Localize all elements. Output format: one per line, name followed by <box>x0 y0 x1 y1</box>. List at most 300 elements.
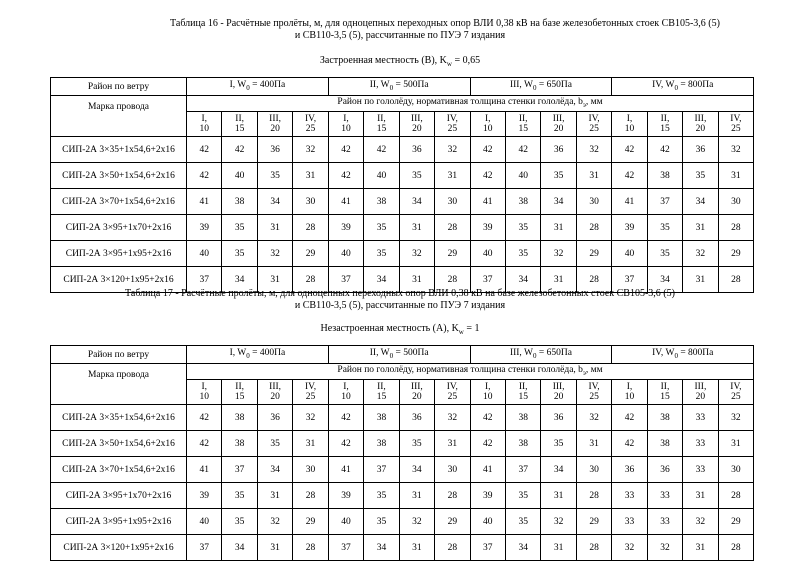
wind-region-sub: 0 <box>246 351 250 360</box>
ice-col-thickness: 15 <box>518 124 528 134</box>
span-value: 31 <box>435 163 470 189</box>
ice-col-region: II, <box>518 114 528 124</box>
span-value: 35 <box>647 241 682 267</box>
span-value: 35 <box>222 509 257 535</box>
ice-col-region: II, <box>377 114 386 124</box>
span-value: 28 <box>718 535 753 561</box>
span-value: 36 <box>257 405 292 431</box>
span-value: 35 <box>399 163 434 189</box>
span-value: 30 <box>718 457 753 483</box>
ice-col-region: II, <box>235 382 244 392</box>
ice-col-thickness: 20 <box>553 124 564 134</box>
ice-col-thickness: 20 <box>270 392 280 402</box>
ice-col-thickness: 15 <box>234 392 245 402</box>
span-value: 29 <box>576 241 611 267</box>
ice-label-prefix: Район по гололёду, нормативная толщина стенки гололёда, b <box>337 97 583 108</box>
span-value: 32 <box>399 241 434 267</box>
span-value: 33 <box>647 483 682 509</box>
header-row-wind <box>51 346 754 364</box>
span-value: 32 <box>612 535 647 561</box>
ice-col-header <box>257 112 292 137</box>
span-value: 37 <box>470 535 505 561</box>
span-value: 28 <box>293 215 328 241</box>
table-row <box>51 457 754 483</box>
span-value: 36 <box>683 137 718 163</box>
ice-col-thickness: 25 <box>447 124 458 134</box>
wire-brand: СИП-2А 3×95+1х95+2х16 <box>51 509 187 535</box>
ice-col-thickness: 10 <box>624 124 635 134</box>
span-value: 38 <box>364 189 399 215</box>
ice-col-thickness: 25 <box>305 124 316 134</box>
ice-col-header <box>576 112 611 137</box>
wire-brand-label: Марка провода <box>51 364 187 405</box>
ice-col-header <box>187 380 222 405</box>
ice-col-thickness: 10 <box>199 392 209 402</box>
span-value: 31 <box>683 535 718 561</box>
ice-col-thickness: 25 <box>731 392 741 402</box>
span-value: 31 <box>435 431 470 457</box>
span-value: 42 <box>187 431 222 457</box>
span-value: 30 <box>718 189 753 215</box>
wire-brand: СИП-2А 3×120+1х95+2х16 <box>51 267 187 293</box>
span-value: 35 <box>222 241 257 267</box>
span-value: 28 <box>576 535 611 561</box>
span-value: 31 <box>718 431 753 457</box>
span-value: 37 <box>505 457 540 483</box>
span-value: 38 <box>647 431 682 457</box>
span-value: 37 <box>187 535 222 561</box>
ice-col-header <box>399 112 434 137</box>
span-value: 32 <box>293 137 328 163</box>
ice-col-region: III, <box>269 114 282 124</box>
wind-region-sub: 0 <box>389 351 394 360</box>
table-row <box>51 163 754 189</box>
ice-col-header <box>470 380 505 405</box>
span-value: 31 <box>399 267 434 293</box>
table16-terrain <box>0 55 800 70</box>
span-value: 42 <box>470 431 505 457</box>
table16-caption <box>0 18 800 42</box>
wind-region-prefix: I, W <box>229 80 247 91</box>
span-value: 40 <box>222 163 257 189</box>
span-value: 30 <box>435 457 470 483</box>
ice-col-thickness: 25 <box>589 392 599 402</box>
ice-col-region: II, <box>377 382 386 392</box>
table-row <box>51 241 754 267</box>
span-value: 42 <box>328 137 363 163</box>
span-value: 30 <box>293 457 328 483</box>
span-value: 28 <box>576 267 611 293</box>
ice-col-header <box>718 112 753 137</box>
span-value: 30 <box>293 189 328 215</box>
span-value: 37 <box>187 267 222 293</box>
wind-region-prefix: II, W <box>369 80 390 91</box>
ice-col-header <box>505 380 540 405</box>
ice-col-header <box>683 112 718 137</box>
wind-region-label: Район по ветру <box>51 78 187 96</box>
wind-region-header <box>328 346 470 364</box>
ice-col-region: III, <box>694 114 707 124</box>
span-value: 29 <box>293 241 328 267</box>
table17-terrain-sub: w <box>458 328 464 336</box>
ice-label-prefix: Район по гололёду, нормативная толщина стенки гололёда, b <box>337 365 583 376</box>
span-value: 34 <box>364 267 399 293</box>
header-row-ice <box>51 96 754 112</box>
ice-col-region: IV, <box>730 382 742 392</box>
wind-region-sub: 0 <box>532 351 537 360</box>
ice-col-thickness: 10 <box>483 124 493 134</box>
span-value: 31 <box>541 267 576 293</box>
span-value: 40 <box>328 241 363 267</box>
ice-col-thickness: 15 <box>376 392 387 402</box>
table-row <box>51 405 754 431</box>
wind-region-suffix: = 650Па <box>536 348 572 359</box>
table-row <box>51 189 754 215</box>
ice-col-header <box>364 112 399 137</box>
table17-terrain-value: = 1 <box>463 323 480 334</box>
wire-brand: СИП-2А 3×95+1х70+2х16 <box>51 215 187 241</box>
span-value: 40 <box>187 509 222 535</box>
span-value: 35 <box>257 163 292 189</box>
ice-col-header <box>257 380 292 405</box>
ice-col-region: I, <box>201 114 207 124</box>
span-value: 37 <box>328 267 363 293</box>
ice-col-header <box>222 380 257 405</box>
span-value: 41 <box>470 457 505 483</box>
span-value: 40 <box>187 241 222 267</box>
wind-region-sub: 0 <box>389 83 394 92</box>
ice-col-region: IV, <box>304 382 317 392</box>
ice-col-region: III, <box>410 114 423 124</box>
ice-col-region: I, <box>201 382 207 392</box>
span-value: 31 <box>257 483 292 509</box>
span-value: 33 <box>683 457 718 483</box>
span-value: 41 <box>470 189 505 215</box>
span-value: 38 <box>222 405 257 431</box>
span-value: 39 <box>328 483 363 509</box>
span-value: 38 <box>364 405 399 431</box>
span-value: 34 <box>222 267 257 293</box>
span-value: 42 <box>470 163 505 189</box>
span-value: 35 <box>364 483 399 509</box>
ice-col-header <box>505 112 540 137</box>
span-value: 31 <box>257 535 292 561</box>
wind-region-prefix: III, W <box>509 348 533 359</box>
ice-col-region: III, <box>552 114 565 124</box>
ice-col-thickness: 20 <box>412 392 422 402</box>
table16-terrain-text: Застроенная местность (В), K <box>319 55 447 66</box>
ice-region-header <box>187 96 754 112</box>
span-value: 28 <box>718 267 753 293</box>
span-value: 35 <box>683 163 718 189</box>
span-value: 39 <box>470 483 505 509</box>
ice-col-thickness: 10 <box>624 392 635 402</box>
span-value: 41 <box>328 457 363 483</box>
wire-brand: СИП-2А 3×35+1х54,6+2х16 <box>51 405 187 431</box>
ice-col-region: III, <box>694 382 707 392</box>
wind-region-sub: 0 <box>532 83 537 92</box>
span-value: 34 <box>541 457 576 483</box>
span-value: 38 <box>222 189 257 215</box>
span-value: 28 <box>718 483 753 509</box>
ice-col-region: III, <box>410 382 423 392</box>
ice-col-header <box>364 380 399 405</box>
table-row <box>51 137 754 163</box>
table-row <box>51 483 754 509</box>
wire-brand-label: Марка провода <box>51 96 187 137</box>
span-value: 40 <box>612 241 647 267</box>
span-value: 35 <box>505 241 540 267</box>
span-value: 30 <box>576 457 611 483</box>
span-value: 31 <box>293 163 328 189</box>
ice-col-header <box>541 380 576 405</box>
ice-col-header <box>293 112 328 137</box>
ice-col-region: I, <box>343 114 349 124</box>
span-value: 28 <box>718 215 753 241</box>
span-value: 32 <box>718 137 753 163</box>
wind-region-header <box>612 78 754 96</box>
ice-col-region: I, <box>484 114 491 124</box>
span-value: 35 <box>222 483 257 509</box>
span-value: 31 <box>683 215 718 241</box>
span-value: 33 <box>612 509 647 535</box>
span-value: 39 <box>187 483 222 509</box>
span-value: 38 <box>505 431 540 457</box>
span-value: 34 <box>364 535 399 561</box>
ice-col-thickness: 15 <box>376 124 387 134</box>
wire-brand: СИП-2А 3×70+1х54,6+2х16 <box>51 189 187 215</box>
span-value: 42 <box>470 405 505 431</box>
ice-col-thickness: 15 <box>234 124 245 134</box>
ice-col-region: III, <box>552 382 565 392</box>
wind-region-suffix: = 400Па <box>249 348 286 359</box>
span-value: 38 <box>647 405 682 431</box>
ice-label-suffix: , мм <box>585 365 603 376</box>
span-value: 30 <box>435 189 470 215</box>
table17-caption <box>0 288 800 312</box>
wind-region-header <box>187 78 329 96</box>
span-value: 35 <box>647 215 682 241</box>
span-value: 38 <box>505 189 540 215</box>
wind-region-header <box>470 346 612 364</box>
ice-col-header <box>293 380 328 405</box>
wind-region-sub: 0 <box>246 83 250 92</box>
span-value: 32 <box>541 241 576 267</box>
wire-brand: СИП-2А 3×95+1х95+2х16 <box>51 241 187 267</box>
ice-col-region: I, <box>626 382 633 392</box>
span-value: 40 <box>364 163 399 189</box>
wind-region-sub: 0 <box>674 83 678 92</box>
span-value: 42 <box>505 137 540 163</box>
span-value: 36 <box>541 405 576 431</box>
wind-region-suffix: = 800Па <box>677 80 714 91</box>
span-value: 28 <box>576 483 611 509</box>
table16-caption-line1: Таблица 16 - Расчётные пролёты, м, для одноцепных переходных опор ВЛИ 0,38 кВ на базе железобетонных стоек СВ105-3,6 (5) <box>170 18 720 29</box>
span-value: 32 <box>718 405 753 431</box>
span-value: 32 <box>399 509 434 535</box>
table-row <box>51 535 754 561</box>
span-value: 40 <box>328 509 363 535</box>
span-value: 36 <box>399 405 434 431</box>
span-value: 39 <box>187 215 222 241</box>
ice-col-thickness: 15 <box>660 392 670 402</box>
span-value: 34 <box>399 457 434 483</box>
span-value: 35 <box>541 431 576 457</box>
ice-col-thickness: 25 <box>447 392 458 402</box>
ice-col-header <box>187 112 222 137</box>
span-value: 34 <box>399 189 434 215</box>
ice-col-header <box>647 380 682 405</box>
span-value: 42 <box>647 137 682 163</box>
span-value: 32 <box>257 241 292 267</box>
ice-col-region: II, <box>660 382 670 392</box>
span-value: 38 <box>222 431 257 457</box>
span-value: 34 <box>222 535 257 561</box>
span-value: 32 <box>576 405 611 431</box>
wind-region-header <box>328 78 470 96</box>
span-value: 31 <box>399 483 434 509</box>
span-value: 32 <box>683 509 718 535</box>
ice-col-header <box>612 112 647 137</box>
span-value: 42 <box>612 163 647 189</box>
wind-region-prefix: IV, W <box>652 80 675 91</box>
span-value: 29 <box>435 509 470 535</box>
ice-col-thickness: 25 <box>305 392 316 402</box>
span-value: 42 <box>612 137 647 163</box>
ice-col-thickness: 10 <box>483 392 493 402</box>
span-value: 32 <box>257 509 292 535</box>
ice-label-sub: э <box>582 100 586 109</box>
span-value: 29 <box>718 241 753 267</box>
ice-col-region: IV, <box>304 114 317 124</box>
header-row-ice <box>51 364 754 380</box>
table17-terrain <box>0 323 800 338</box>
span-value: 40 <box>505 163 540 189</box>
table-row <box>51 509 754 535</box>
span-value: 33 <box>647 509 682 535</box>
span-value: 34 <box>505 535 540 561</box>
span-value: 42 <box>222 137 257 163</box>
ice-col-region: II, <box>518 382 528 392</box>
span-value: 34 <box>257 457 292 483</box>
wind-region-suffix: = 500Па <box>393 80 429 91</box>
table17-caption-line2: и СВ110-3,5 (5), рассчитанные по ПУЭ 7 издания <box>294 300 506 311</box>
ice-col-header <box>541 112 576 137</box>
table16 <box>50 77 754 293</box>
ice-col-region: II, <box>660 114 670 124</box>
wire-brand: СИП-2А 3×50+1х54,6+2х16 <box>51 431 187 457</box>
span-value: 42 <box>187 163 222 189</box>
span-value: 34 <box>541 189 576 215</box>
span-value: 36 <box>541 137 576 163</box>
ice-col-header <box>647 112 682 137</box>
wind-region-suffix: = 500Па <box>393 348 429 359</box>
ice-col-header <box>718 380 753 405</box>
span-value: 31 <box>683 267 718 293</box>
span-value: 29 <box>435 241 470 267</box>
span-value: 28 <box>435 215 470 241</box>
span-value: 31 <box>257 267 292 293</box>
span-value: 35 <box>505 215 540 241</box>
span-value: 32 <box>647 535 682 561</box>
span-value: 32 <box>541 509 576 535</box>
ice-col-thickness: 20 <box>553 392 564 402</box>
span-value: 38 <box>647 163 682 189</box>
span-value: 34 <box>257 189 292 215</box>
ice-col-thickness: 15 <box>518 392 528 402</box>
ice-col-thickness: 20 <box>695 124 706 134</box>
ice-col-region: IV, <box>730 114 742 124</box>
ice-col-region: III, <box>269 382 282 392</box>
span-value: 38 <box>364 431 399 457</box>
ice-col-thickness: 15 <box>660 124 670 134</box>
span-value: 35 <box>505 483 540 509</box>
span-value: 37 <box>470 267 505 293</box>
span-value: 28 <box>576 215 611 241</box>
span-value: 32 <box>435 137 470 163</box>
wind-region-prefix: I, W <box>229 348 247 359</box>
span-value: 31 <box>718 163 753 189</box>
table16-terrain-value: = 0,65 <box>451 55 481 66</box>
ice-col-header <box>328 380 363 405</box>
span-value: 28 <box>293 267 328 293</box>
table17 <box>50 345 754 561</box>
span-value: 42 <box>364 137 399 163</box>
span-value: 35 <box>541 163 576 189</box>
span-value: 28 <box>293 535 328 561</box>
span-value: 31 <box>576 163 611 189</box>
span-value: 29 <box>293 509 328 535</box>
wind-region-suffix: = 650Па <box>536 80 572 91</box>
wind-region-header <box>612 346 754 364</box>
ice-col-thickness: 20 <box>695 392 706 402</box>
wind-region-header <box>187 346 329 364</box>
wind-region-label: Район по ветру <box>51 346 187 364</box>
ice-col-thickness: 25 <box>731 124 741 134</box>
wind-region-suffix: = 400Па <box>249 80 286 91</box>
span-value: 37 <box>647 189 682 215</box>
ice-col-thickness: 10 <box>341 124 351 134</box>
ice-col-region: IV, <box>446 114 458 124</box>
table16-caption-line2: и СВ110-3,5 (5), рассчитанные по ПУЭ 7 издания <box>294 30 506 41</box>
ice-col-thickness: 25 <box>589 124 599 134</box>
span-value: 31 <box>257 215 292 241</box>
span-value: 29 <box>576 509 611 535</box>
span-value: 42 <box>187 137 222 163</box>
table-row <box>51 431 754 457</box>
span-value: 42 <box>470 137 505 163</box>
span-value: 35 <box>364 241 399 267</box>
wire-brand: СИП-2А 3×95+1х70+2х16 <box>51 483 187 509</box>
span-value: 31 <box>293 431 328 457</box>
wind-region-prefix: IV, W <box>652 348 675 359</box>
wind-region-sub: 0 <box>674 351 678 360</box>
wind-region-prefix: II, W <box>369 348 390 359</box>
span-value: 31 <box>399 215 434 241</box>
span-value: 35 <box>505 509 540 535</box>
span-value: 42 <box>612 431 647 457</box>
span-value: 42 <box>187 405 222 431</box>
wind-region-suffix: = 800Па <box>677 348 714 359</box>
ice-col-header <box>435 112 470 137</box>
ice-col-header <box>612 380 647 405</box>
span-value: 39 <box>328 215 363 241</box>
ice-col-header <box>328 112 363 137</box>
span-value: 34 <box>683 189 718 215</box>
span-value: 31 <box>683 483 718 509</box>
ice-col-region: II, <box>235 114 244 124</box>
ice-col-header <box>399 380 434 405</box>
